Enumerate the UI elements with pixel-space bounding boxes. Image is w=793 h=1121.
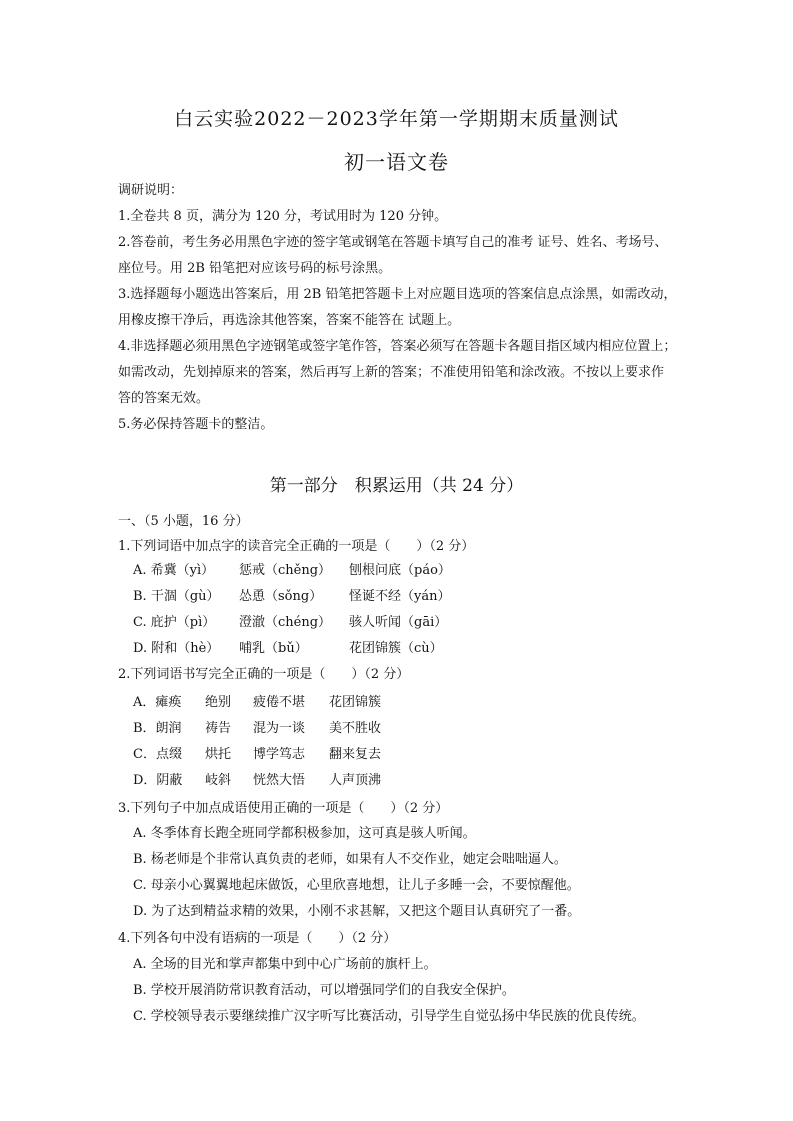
- q2-option-c: C．点缀 烘托 博学笃志 翻来复去: [133, 747, 382, 762]
- q4-option-b: B. 学校开展消防常识教育活动，可以增强同学们的自我安全保护。: [133, 983, 515, 998]
- q1-option-a: A. 希冀（yì） 惩戒（chěng） 刨根问底（páo）: [133, 563, 451, 578]
- note-line: 用橡皮擦干净后，再选涂其他答案，答案不能答在 试题上。: [118, 313, 461, 328]
- note-line: 3.选择题每小题选出答案后，用 2B 铅笔把答题卡上对应题目选项的答案信息点涂黑，如需改动，: [118, 287, 677, 302]
- q1-option-c: C. 庇护（pì） 澄澈（chéng） 骇人听闻（gāi）: [133, 615, 448, 630]
- question-1-stem: 1.下列词语中加点字的读音完全正确的一项是（ ）（2 分）: [118, 539, 475, 554]
- section-heading: 第一部分 积累运用（共 24 分）: [269, 476, 524, 496]
- q2-option-a: A．瘫痪 绝别 疲倦不堪 花团锦簇: [133, 695, 382, 710]
- question-3-stem: 3.下列句子中加点成语使用正确的一项是（ ）（2 分）: [118, 801, 449, 816]
- note-line: 5.务必保持答题卡的整洁。: [118, 417, 274, 432]
- part-header: 一、（5 小题，16 分）: [118, 514, 249, 529]
- note-line: 答的答案无效。: [118, 391, 210, 406]
- note-line: 4.非选择题必须用黑色字迹钢笔或签字笔作答，答案必须写在答题卡各题目指区域内相应位置上；: [118, 339, 677, 354]
- q2-option-d: D．阴蔽 岐斜 恍然大悟 人声顶沸: [133, 773, 382, 788]
- question-4-stem: 4.下列各句中没有语病的一项是（ ）（2 分）: [118, 931, 397, 946]
- note-line: 座位号。用 2B 铅笔把对应该号码的标号涂黑。: [118, 261, 392, 276]
- question-2-stem: 2.下列词语书写完全正确的一项是（ ）（2 分）: [118, 667, 410, 682]
- note-line: 如需改动，先划掉原来的答案，然后再写上新的答案；不准使用铅笔和涂改液。不按以上要求作: [118, 365, 665, 380]
- q3-option-c: C. 母亲小心翼翼地起床做饭，心里欣喜地想，让儿子多睡一会，不要惊醒他。: [133, 878, 580, 893]
- exam-title: 白云实验2022－2023学年第一学期期末质量测试: [174, 108, 619, 130]
- exam-subtitle: 初一语文卷: [344, 150, 449, 174]
- notes-heading: 调研说明：: [118, 183, 184, 198]
- q3-option-b: B. 杨老师是个非常认真负责的老师，如果有人不交作业，她定会咄咄逼人。: [133, 852, 567, 867]
- note-line: 1.全卷共 8 页，满分为 120 分，考试用时为 120 分钟。: [118, 209, 448, 224]
- q3-option-d: D. 为了达到精益求精的效果，小刚不求甚解，又把这个题目认真研究了一番。: [133, 904, 581, 919]
- q1-option-b: B. 干涸（gù） 怂恿（sǒng） 怪诞不经（yán）: [133, 589, 451, 604]
- q4-option-c: C. 学校领导表示要继续推广汉字听写比赛活动，引导学生自觉弘扬中华民族的优良传统。: [133, 1009, 645, 1024]
- q2-option-b: B．朗润 祷告 混为一谈 美不胜收: [133, 721, 382, 736]
- q1-option-d: D. 附和（hè） 哺乳（bǔ） 花团锦簇（cù）: [133, 641, 443, 656]
- note-line: 2.答卷前，考生务必用黑色字迹的签字笔或钢笔在答题卡填写自己的准考 证号、姓名、考场号、: [118, 235, 668, 250]
- q4-option-a: A. 全场的目光和掌声都集中到中心广场前的旗杆上。: [133, 957, 437, 972]
- q3-option-a: A. 冬季体育长跑全班同学都积极参加，这可真是骇人听闻。: [133, 826, 476, 841]
